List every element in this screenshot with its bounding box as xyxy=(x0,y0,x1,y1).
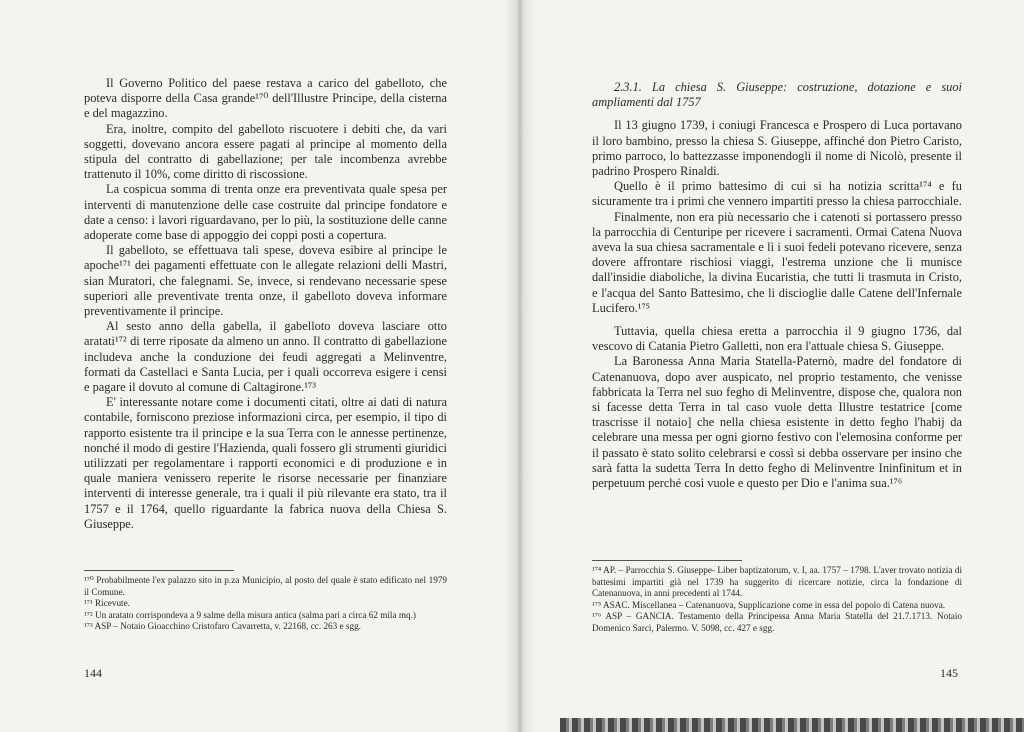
left-page-number: 144 xyxy=(84,666,102,680)
margin-mark xyxy=(520,128,522,136)
section-heading: 2.3.1. La chiesa S. Giuseppe: costruzione, dotazione e suoi ampliamenti dal 1757 xyxy=(592,80,962,110)
footnote-175: ¹⁷⁵ ASAC. Miscellanea – Catenanuova, Supplicazione come in essa del popolo di Catena nuova. xyxy=(592,599,946,610)
right-paragraph-2: Quello è il primo battesimo di cui si ha notizia scritta¹⁷⁴ e fu sicuramente tra i primi che vennero impartiti presso la chiesa parrocchiale. xyxy=(592,179,962,209)
left-paragraph-5: Al sesto anno della gabella, il gabelloto doveva lasciare otto aratati¹⁷² di terre riposate da almeno un anno. Il contratto di gabellazione includeva anche la conduzione dei feudi aggregati a Melinventre, formati da Castellaci e Santa Lucia, per i quali occorreva esigere i censi e pagare il dovuto al comune di Caltagirone.¹⁷³ xyxy=(84,319,447,395)
left-paragraph-1: Il Governo Politico del paese restava a carico del gabelloto, che poteva disporre della Casa grande¹⁷⁰ dell'Illustre Principe, della cisterna e del magazzino. xyxy=(84,76,447,121)
footnote-171: ¹⁷¹ Ricevute. xyxy=(84,598,130,609)
right-paragraph-3: Finalmente, non era più necessario che i catenoti si portassero presso la parrocchia di Centuripe per ricevere i sacramenti. Ormai Catena Nuova aveva la sua chiesa sacramentale e lì i suoi fedeli potevano ricevere, senza dovere affrontare rischiosi viaggi, l'estrema unzione che li munisce dall'insidie diaboliche, la divina Eucaristia, che tutti li trasmuta in Cristo, e l'acqua del Santo Battesimo, che li discioglie dalle Catene dell'Infernale Lucifero.¹⁷⁵ xyxy=(592,209,962,315)
footnote-rule xyxy=(592,560,742,561)
footnote-170: ¹⁷⁰ Probabilmente l'ex palazzo sito in p.za Municipio, al posto del quale è stato edificato nel 1979 il Comune. xyxy=(84,575,447,597)
footnote-173: ¹⁷³ ASP – Notaio Gioacchino Cristofaro Cavarretta, v. 22168, cc. 263 e sgg. xyxy=(84,621,361,632)
right-footnotes xyxy=(592,560,962,635)
footnote-176: ¹⁷⁶ ASP – GANCIA. Testamento della Principessa Anna Maria Statella del 21.7.1713. Notaio Domenico Sarcì, Palermo. V. 5098, cc. 427 e sgg. xyxy=(592,611,962,633)
footnote-174: ¹⁷⁴ AP. – Parrocchia S. Giuseppe- Liber baptizatorum, v. I, aa. 1757 – 1798. L'aver trovato notizia di battesimi impartiti già nel 1739 ha suggerito di ricercare notizie, circa la fondazione di Catenanuova, in anni precedenti al 1744. xyxy=(592,565,962,599)
right-paragraph-5: La Baronessa Anna Maria Statella-Paternò, madre del fondatore di Catenanuova, dopo aver auspicato, nel proprio testamento, che venisse fabbricata la Terra nel suo fegho di Melinventre, dispose che, qualora non si facesse detta Terra in tal caso vuole detta Illustre testatrice [come trascrisse il notaio] che nella chiesa esistente in detto fegho l'habij da celebrare una messa per ogni giorno festivo con l'elemosina conforme per il passato è stato solito celebrarsi e cossì si debba osservare per insino che sarà fatta la sudetta Terra In detto fegho di Melinventre Ininfinitum et in perpetuum perché così vuole e questo per Dio e l'anima sua.¹⁷⁶ xyxy=(592,354,962,491)
margin-mark xyxy=(520,470,522,478)
left-paragraph-6: E' interessante notare come i documenti citati, oltre ai dati di natura contabile, forniscono preziose informazioni circa, per esempio, il tipo di rapporto esistente tra il principe e la sua Terra con le annesse pertinenze, nonché il modo di gestire l'Hazienda, quali fossero gli strumenti giuridici utilizzati per regolamentare i rapporti economici e di produzione e in quale maniera venissero reperite le risorse necessarie per finanziare interventi di interesse generale, tra i quali il più rilevante era stato, tra il 1757 e il 1764, quello riguardante la fabrica nuova della Chiesa S. Giuseppe. xyxy=(84,395,447,531)
left-body-text xyxy=(84,76,447,532)
footnote-rule xyxy=(84,570,234,571)
margin-mark xyxy=(520,300,522,308)
right-paragraph-4: Tuttavia, quella chiesa eretta a parrocchia il 9 giugno 1736, dal vescovo di Catania Pietro Galletti, non era l'attuale chiesa S. Giuseppe. xyxy=(592,324,962,354)
left-paragraph-2: Era, inoltre, compito del gabelloto riscuotere i debiti che, da vari soggetti, dovevano ancora essere pagati al principe al momento della stipula del contratto di gabellazione; per tale incombenza avrebbe trattenuto il 10%, come diritto di riscossione. xyxy=(84,121,447,182)
left-paragraph-4: Il gabelloto, se effettuava tali spese, doveva esibire al principe le apoche¹⁷¹ dei pagamenti effettuate con le allegate relazioni delli Mastri, sian Muratori, che falegnami. Se, invece, si rendevano necessarie spese superiori alle preventivate trenta onze, il gabelloto doveva informare preventivamente il principe. xyxy=(84,243,447,319)
left-paragraph-3: La cospicua somma di trenta onze era preventivata quale spesa per interventi di manutenzione delle case costruite dal principe fondatore e date a censo: i lavori riguardavano, per lo più, la sostituzione delle canne adoperate come base di appoggio dei coppi posti a copertura. xyxy=(84,182,447,243)
footnote-172: ¹⁷² Un aratato corrispondeva a 9 salme della misura antica (salma pari a circa 62 mila mq.) xyxy=(84,609,416,620)
right-page-number: 145 xyxy=(940,666,958,680)
left-footnotes xyxy=(84,570,447,633)
right-body-text xyxy=(592,80,962,491)
right-paragraph-1: Il 13 giugno 1739, i coniugi Francesca e Prospero di Luca portavano il loro bambino, presso la chiesa S. Giuseppe, affinché don Pietro Caristo, primo parroco, lo battezzasse imponendogli il nome di Nicolò, presente il padrino Prospero Rinaldi. xyxy=(592,118,962,179)
right-page xyxy=(512,0,1024,732)
